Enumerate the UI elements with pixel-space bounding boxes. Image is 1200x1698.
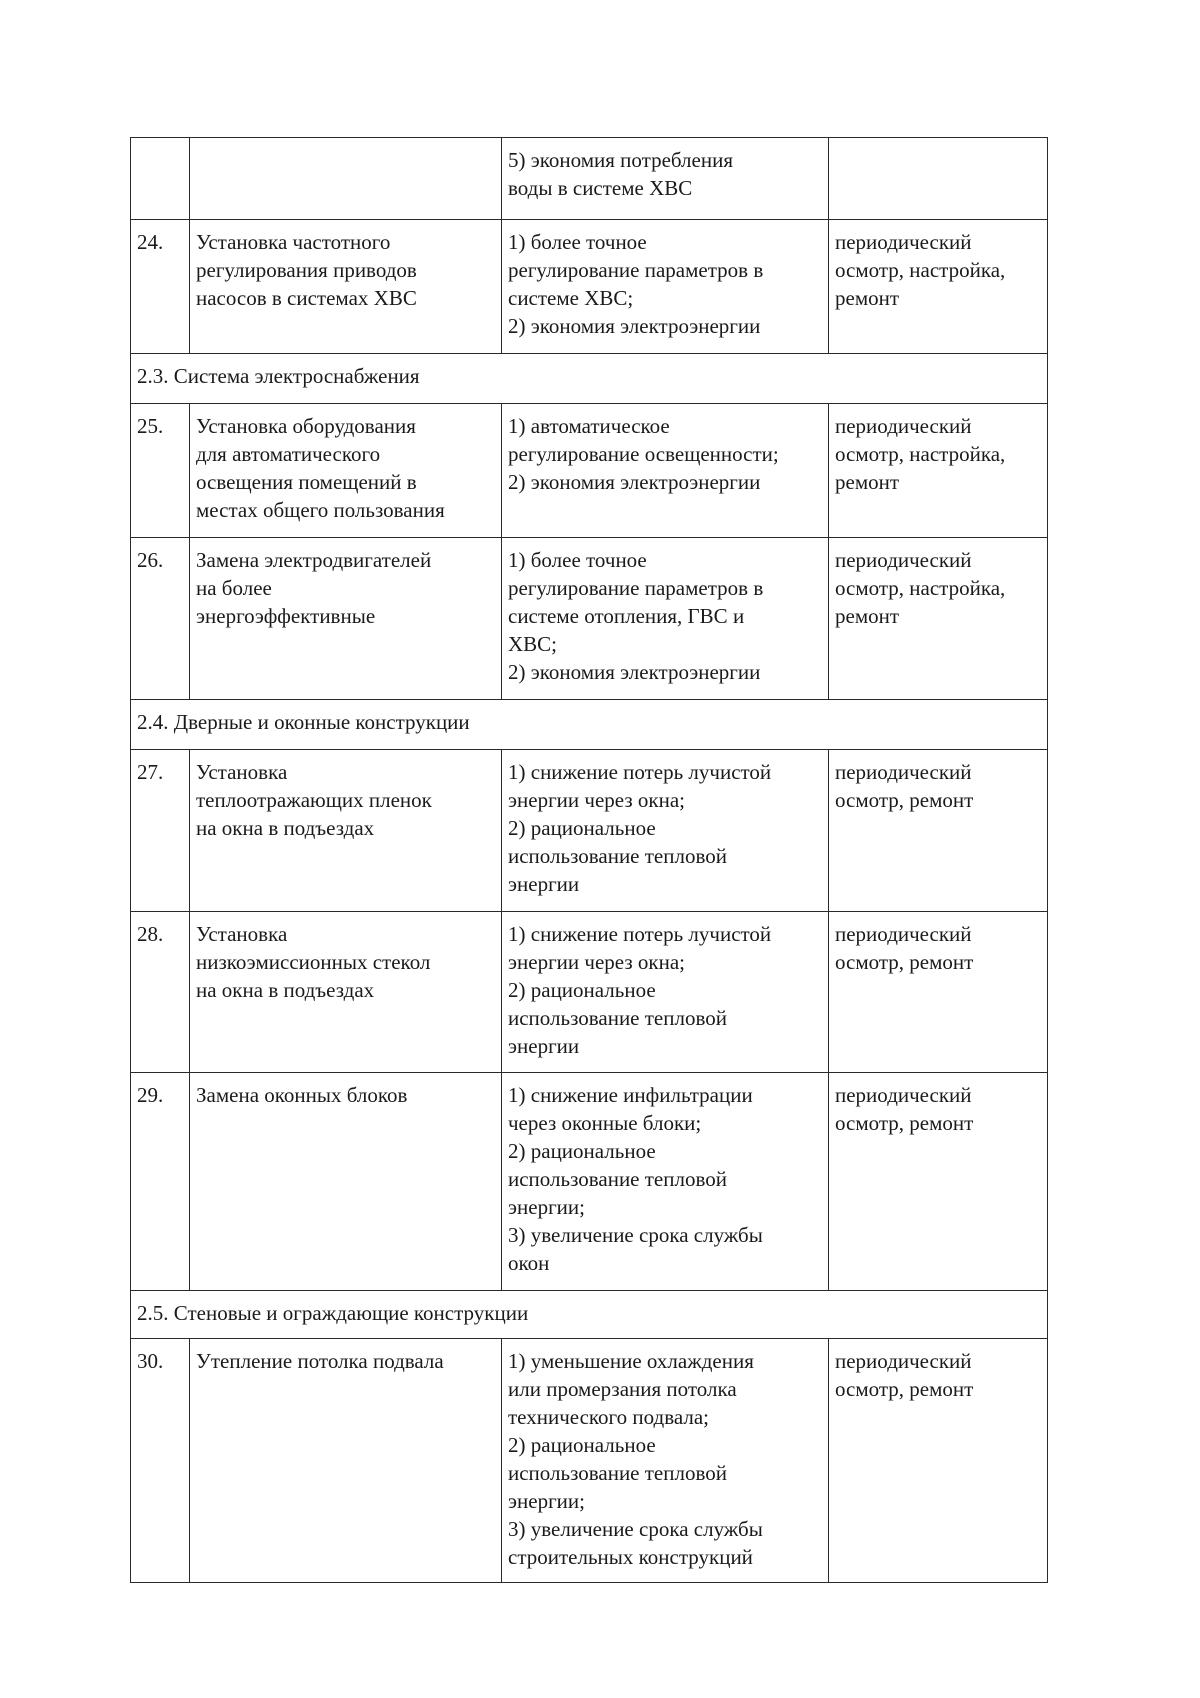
section-row	[131, 700, 1048, 750]
measure-service: периодический осмотр, ремонт	[829, 1073, 1048, 1291]
table-row	[131, 1073, 1048, 1291]
measure-effect: 1) более точное регулирование параметров в системе отопления, ГВС и ХВС; 2) экономия электроэнергии	[502, 538, 829, 700]
measure-name: Установка низкоэмиссионных стекол на окна в подъездах	[190, 912, 502, 1073]
table-row	[131, 912, 1048, 1073]
section-row	[131, 1291, 1048, 1339]
row-number	[131, 138, 190, 220]
table-body	[131, 138, 1048, 1583]
row-number: 30.	[131, 1339, 190, 1583]
measure-name: Замена электродвигателей на более энергоэффективные	[190, 538, 502, 700]
measure-service: периодический осмотр, настройка, ремонт	[829, 404, 1048, 538]
row-number: 27.	[131, 750, 190, 912]
measure-service: периодический осмотр, ремонт	[829, 912, 1048, 1073]
row-number: 25.	[131, 404, 190, 538]
measure-effect: 1) снижение инфильтрации через оконные блоки; 2) рациональное использование тепловой энергии; 3) увеличение срока службы окон	[502, 1073, 829, 1291]
row-number: 29.	[131, 1073, 190, 1291]
measure-effect: 1) более точное регулирование параметров в системе ХВС; 2) экономия электроэнергии	[502, 220, 829, 354]
row-number: 26.	[131, 538, 190, 700]
measure-service: периодический осмотр, ремонт	[829, 1339, 1048, 1583]
table-row	[131, 138, 1048, 220]
measure-effect: 1) снижение потерь лучистой энергии через окна; 2) рациональное использование тепловой энергии	[502, 750, 829, 912]
table-row	[131, 1339, 1048, 1583]
section-title: 2.5. Стеновые и ограждающие конструкции	[131, 1291, 1048, 1339]
measure-name: Установка частотного регулирования приводов насосов в системах ХВС	[190, 220, 502, 354]
measure-service: периодический осмотр, настройка, ремонт	[829, 538, 1048, 700]
measure-name	[190, 138, 502, 220]
section-row	[131, 354, 1048, 404]
measure-name: Замена оконных блоков	[190, 1073, 502, 1291]
table-row	[131, 220, 1048, 354]
measure-effect: 1) уменьшение охлаждения или промерзания потолка технического подвала; 2) рациональное использование тепловой энергии; 3) увеличение срока службы строительных конструкций	[502, 1339, 829, 1583]
measure-name: Установка оборудования для автоматического освещения помещений в местах общего пользования	[190, 404, 502, 538]
section-title: 2.4. Дверные и оконные конструкции	[131, 700, 1048, 750]
table-row	[131, 538, 1048, 700]
measure-name: Установка теплоотражающих пленок на окна в подъездах	[190, 750, 502, 912]
measure-effect: 5) экономия потребления воды в системе ХВС	[502, 138, 829, 220]
measure-service: периодический осмотр, ремонт	[829, 750, 1048, 912]
row-number: 28.	[131, 912, 190, 1073]
measure-effect: 1) снижение потерь лучистой энергии через окна; 2) рациональное использование тепловой энергии	[502, 912, 829, 1073]
measure-effect: 1) автоматическое регулирование освещенности; 2) экономия электроэнергии	[502, 404, 829, 538]
table-row	[131, 750, 1048, 912]
measure-name: Утепление потолка подвала	[190, 1339, 502, 1583]
table-row	[131, 404, 1048, 538]
measure-service: периодический осмотр, настройка, ремонт	[829, 220, 1048, 354]
row-number: 24.	[131, 220, 190, 354]
energy-measures-table	[130, 137, 1048, 1583]
section-title: 2.3. Система электроснабжения	[131, 354, 1048, 404]
measure-service	[829, 138, 1048, 220]
